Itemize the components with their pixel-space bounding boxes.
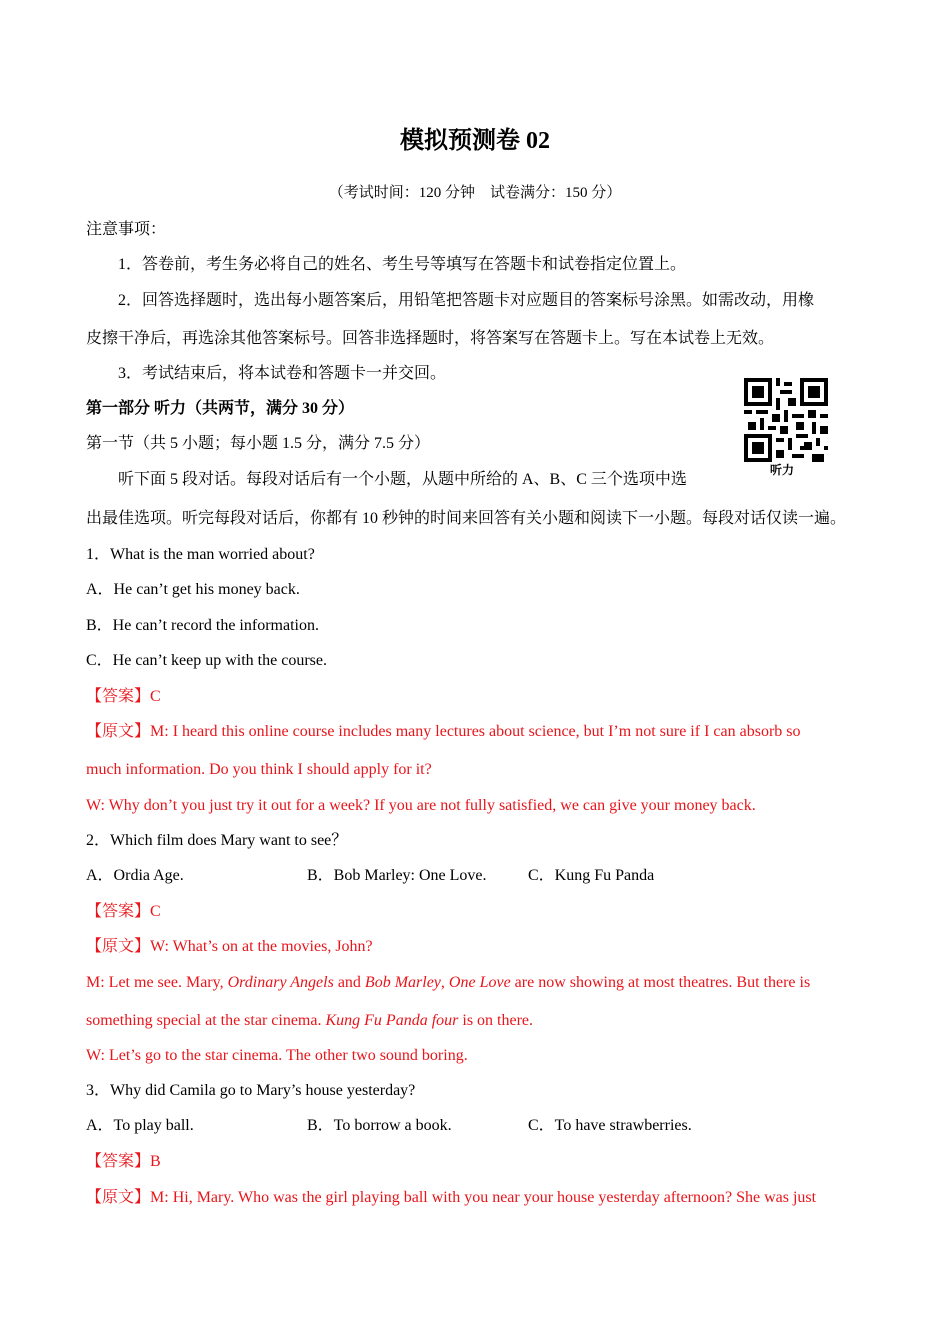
notice-heading: 注意事项： [86,221,167,238]
question-3-option-c: C．To have strawberries. [528,1117,692,1134]
transcript-tag: 【原文】 [86,938,151,955]
question-1-transcript-2: much information. Do you think I should apply for it? [86,761,432,778]
question-1-option-a: A．He can’t get his money back. [86,581,300,598]
answer-value: C [150,688,161,705]
page-title: 模拟预测卷 02 [400,128,550,154]
notice-item-2-cont: 皮擦干净后，再选涂其他答案标号。回答非选择题时，将答案写在答题卡上。写在本试卷上无效。 [86,330,775,347]
question-2-transcript-3 [86,1011,533,1031]
answer-value: C [150,903,161,920]
section-heading: 第一节（共 5 小题；每小题 1.5 分，满分 7.5 分） [86,435,431,452]
question-1-option-b: B．He can’t record the information. [86,617,319,634]
question-2-option-c: C．Kung Fu Panda [528,867,655,884]
question-2-transcript-2 [86,973,810,993]
qr-caption: 听力 [770,463,795,477]
transcript-text: M: I heard this online course includes many lectures about science, but I’m not sure if I can absorb so [150,723,801,740]
answer-value: B [150,1153,161,1170]
instructions-line-1: 听下面 5 段对话。每段对话后有一个小题，从题中所给的 A、B、C 三个选项中选 [118,471,687,488]
notice-item-1: 1．答卷前，考生务必将自己的姓名、考生号等填写在答题卡和试卷指定位置上。 [118,256,687,273]
transcript-text: and [333,974,365,991]
transcript-tag: 【原文】 [86,723,151,740]
question-2-option-a: A．Ordia Age. [86,867,184,884]
answer-tag: 【答案】 [86,903,151,920]
question-3-transcript-1 [86,1188,816,1208]
answer-tag: 【答案】 [86,1153,151,1170]
transcript-text: M: Hi, Mary. Who was the girl playing ball with you near your house yesterday afternoon? She was just [150,1189,817,1206]
question-1-stem: 1．What is the man worried about? [86,546,315,563]
transcript-text: is on there. [458,1012,534,1029]
question-2-option-b: B．Bob Marley: One Love. [307,867,487,884]
question-1-option-c: C．He can’t keep up with the course. [86,652,327,669]
question-2-transcript-1 [86,937,373,957]
question-1-answer [86,687,161,707]
question-3-option-a: A．To play ball. [86,1117,194,1134]
transcript-text: , [440,974,449,991]
transcript-text: are now showing at most theatres. But there is [510,974,811,991]
transcript-text: something special at the star cinema. [86,1012,326,1029]
question-1-transcript-1 [86,722,801,742]
transcript-text: M: Let me see. Mary, [86,974,228,991]
film-title: One Love [448,974,511,991]
answer-tag: 【答案】 [86,688,151,705]
question-2-stem: 2．Which film does Mary want to see？ [86,832,348,849]
film-title: Ordinary Angels [227,974,334,991]
part-heading: 第一部分 听力（共两节，满分 30 分） [86,400,355,417]
question-3-stem: 3．Why did Camila go to Mary’s house yesterday? [86,1082,416,1099]
question-2-answer [86,902,161,922]
notice-item-3: 3．考试结束后，将本试卷和答题卡一并交回。 [118,365,447,382]
film-title: Kung Fu Panda four [325,1012,459,1029]
question-2-transcript-4: W: Let’s go to the star cinema. The other two sound boring. [86,1047,468,1064]
question-1-transcript-3: W: Why don’t you just try it out for a week? If you are not fully satisfied, we can give your money back. [86,797,756,814]
instructions-line-2: 出最佳选项。听完每段对话后，你都有 10 秒钟的时间来回答有关小题和阅读下一小题。每段对话仅读一遍。 [86,510,847,527]
transcript-tag: 【原文】 [86,1189,151,1206]
film-title: Bob Marley [364,974,441,991]
exam-info: （考试时间：120 分钟 试卷满分：150 分） [328,185,622,201]
notice-item-2: 2．回答选择题时，选出每小题答案后，用铅笔把答题卡对应题目的答案标号涂黑。如需改动，用橡 [118,292,815,309]
question-3-answer [86,1152,161,1172]
transcript-text: W: What’s on at the movies, John? [150,938,373,955]
qr-code-icon [744,378,828,462]
question-3-option-b: B．To borrow a book. [307,1117,452,1134]
